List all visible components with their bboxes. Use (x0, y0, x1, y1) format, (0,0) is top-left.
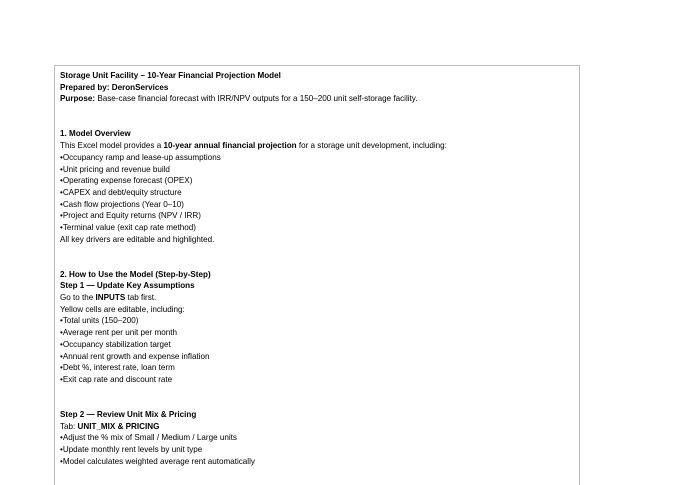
step2-tab-label: Tab: (60, 421, 78, 431)
document-title: Storage Unit Facility – 10-Year Financial Projection Model (60, 71, 281, 80)
step1-editable: Yellow cells are editable, including: (60, 304, 185, 314)
overview-intro (60, 140, 579, 152)
step1-go-pre: Go to the (60, 293, 96, 303)
purpose-line (60, 93, 579, 105)
list-item: •Unit pricing and revenue build (60, 164, 170, 174)
list-item: •Occupancy ramp and lease-up assumptions (60, 152, 221, 162)
list-item: •Operating expense forecast (OPEX) (60, 176, 193, 186)
list-item: •Project and Equity returns (NPV / IRR) (60, 211, 201, 221)
step2-tab-name: UNIT_MIX & PRICING (77, 421, 160, 431)
step2-heading: Step 2 — Review Unit Mix & Pricing (60, 409, 197, 419)
list-item: •CAPEX and debt/equity structure (60, 187, 182, 197)
list-item: •Occupancy stabilization target (60, 339, 171, 349)
list-item: •Total units (150–200) (60, 316, 139, 326)
step1-go-line (60, 292, 579, 304)
list-item: •Adjust the % mix of Small / Medium / Large units (60, 433, 237, 443)
list-item: •Cash flow projections (Year 0–10) (60, 199, 185, 209)
overview-intro-post: for a storage unit development, including: (296, 141, 447, 151)
list-item: •Average rent per unit per month (60, 328, 177, 338)
overview-closing: All key drivers are editable and highlighted. (60, 234, 215, 244)
step1-go-post: tab first. (125, 293, 157, 303)
overview-intro-pre: This Excel model provides a (60, 141, 164, 151)
step1-go-bold: INPUTS (95, 293, 126, 303)
section-heading-how-to: 2. How to Use the Model (Step-by-Step) (60, 269, 211, 279)
prepared-by: Prepared by: DeronServices (60, 82, 169, 92)
list-item: •Update monthly rent levels by unit type (60, 445, 203, 455)
purpose-text: Base-case financial forecast with IRR/NPV outputs for a 150–200 unit self-storage facility. (95, 94, 418, 104)
purpose-label: Purpose: (60, 94, 96, 104)
list-item: •Terminal value (exit cap rate method) (60, 222, 196, 232)
section-heading-overview: 1. Model Overview (60, 129, 131, 139)
list-item: •Model calculates weighted average rent automatically (60, 456, 255, 466)
overview-intro-bold: 10-year annual financial projection (163, 141, 297, 151)
step1-heading: Step 1 — Update Key Assumptions (60, 281, 195, 291)
list-item: •Annual rent growth and expense inflation (60, 351, 210, 361)
list-item: •Debt %, interest rate, loan term (60, 363, 175, 373)
list-item: •Exit cap rate and discount rate (60, 374, 173, 384)
document-text-box (54, 65, 580, 485)
step2-tab-line (60, 421, 579, 433)
